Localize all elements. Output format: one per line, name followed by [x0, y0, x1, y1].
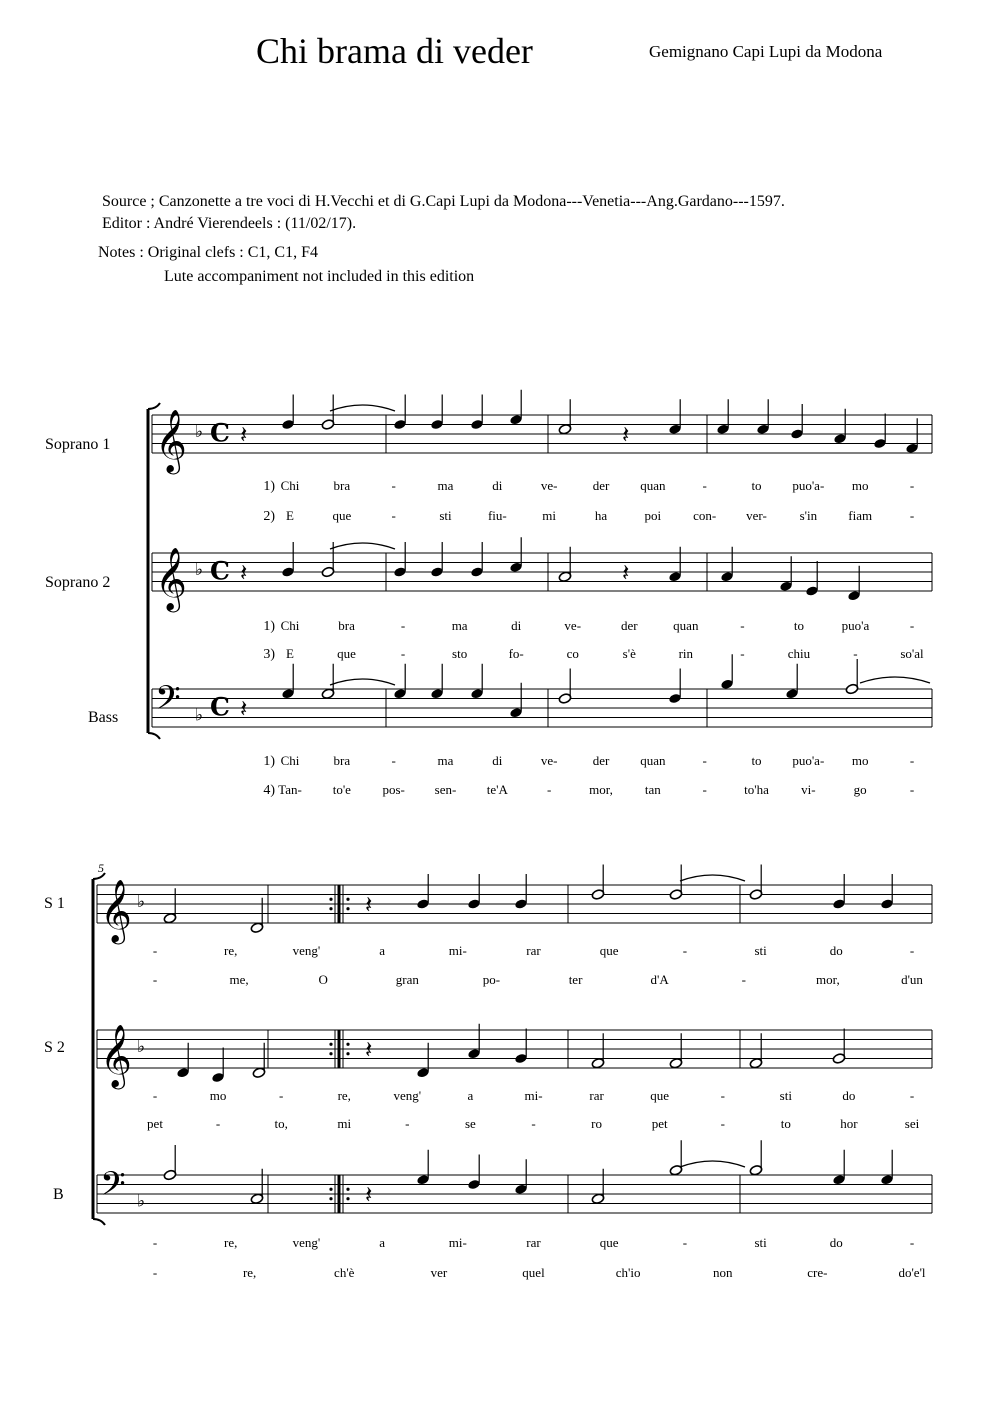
- lyric-syllable: mi: [337, 1116, 352, 1131]
- lyric-syllable: mi-: [448, 943, 467, 958]
- lyric-syllable: ha: [594, 508, 608, 523]
- verse-number: 1): [263, 619, 275, 634]
- lyric-syllable: veng': [292, 1235, 321, 1250]
- lyric-syllable: pet: [147, 1116, 163, 1131]
- common-time-icon: C: [210, 692, 230, 722]
- lyric-syllable: ro: [591, 1116, 603, 1131]
- lyric-syllable: quel: [522, 1265, 545, 1280]
- repeat-dot: [329, 1052, 332, 1055]
- treble-clef-icon: 𝄞: [100, 1024, 132, 1087]
- lyric-syllable: to: [780, 1116, 791, 1131]
- lyric-syllable: mi-: [524, 1088, 543, 1103]
- lyric-syllable: quan: [640, 478, 666, 493]
- lyric-syllable: que: [599, 1235, 619, 1250]
- lyric-syllable: -: [391, 478, 396, 493]
- staff-label-s2: S 2: [44, 1039, 65, 1056]
- lyric-syllable: rar: [526, 1235, 541, 1250]
- lyric-syllable: s'è: [622, 646, 636, 661]
- lyric-syllable: bra: [333, 753, 351, 768]
- flat-key-signature-icon: ♭: [137, 1037, 146, 1057]
- lyric-syllable: -: [909, 1088, 915, 1103]
- quarter-rest-icon: 𝄽: [622, 558, 630, 587]
- lyric-syllable: -: [278, 1088, 284, 1103]
- lyric-syllable: ter: [568, 972, 583, 987]
- repeat-dot: [346, 1188, 349, 1191]
- lyric-syllable: di: [511, 618, 522, 633]
- lyric-syllable: a: [379, 943, 385, 958]
- repeat-dot: [346, 1052, 349, 1055]
- lyric-syllable: to'ha: [744, 782, 769, 797]
- lyric-syllable: mi-: [448, 1235, 467, 1250]
- notes-line: Notes : Original clefs : C1, C1, F4: [98, 244, 318, 261]
- lyric-syllable: gran: [395, 972, 419, 987]
- lyric-syllable: -: [909, 943, 915, 958]
- repeat-dot: [346, 898, 349, 901]
- quarter-rest-icon: 𝄽: [240, 558, 248, 587]
- verse-number: 4): [263, 783, 275, 798]
- lyric-syllable: d'un: [901, 972, 923, 987]
- lyric-syllable: d'A: [650, 972, 669, 987]
- lyric-syllable: -: [152, 972, 158, 987]
- lyric-syllable: -: [405, 1116, 410, 1131]
- lyric-syllable: con-: [693, 508, 717, 523]
- lyric-syllable: -: [546, 782, 552, 797]
- lyric-syllable: -: [702, 753, 707, 768]
- lyric-syllable: -: [152, 1265, 158, 1280]
- lyric-syllable: E: [286, 646, 294, 661]
- lyric-syllable: -: [215, 1116, 221, 1131]
- lyric-syllable: ch'io: [615, 1265, 641, 1280]
- lyric-syllable: -: [720, 1088, 725, 1103]
- tie: [680, 1161, 745, 1167]
- lyric-syllable: O: [318, 972, 328, 987]
- quarter-rest-icon: 𝄽: [622, 420, 630, 449]
- lyric-syllable: pos-: [382, 782, 405, 797]
- lyric-syllable: mi: [542, 508, 557, 523]
- lyric-syllable: -: [152, 1235, 158, 1250]
- composer-name: Gemignano Capi Lupi da Modona: [649, 42, 883, 61]
- lyric-syllable: -: [400, 618, 406, 633]
- lyric-syllable: Chi: [280, 753, 300, 768]
- flat-key-signature-icon: ♭: [195, 705, 204, 726]
- lyric-syllable: -: [909, 1235, 915, 1250]
- lyric-syllable: -: [152, 1088, 158, 1103]
- verse-number: 3): [263, 647, 275, 662]
- lyric-syllable: -: [909, 753, 915, 768]
- quarter-rest-icon: 𝄽: [365, 1035, 373, 1064]
- lyric-syllable: se: [464, 1116, 476, 1131]
- lyric-syllable: -: [531, 1116, 536, 1131]
- lyric-syllable: que: [337, 646, 356, 661]
- lyric-syllable: fiu-: [487, 508, 507, 523]
- lyric-syllable: Chi: [280, 478, 300, 493]
- notes-line-2: Lute accompaniment not included in this edition: [164, 268, 475, 285]
- lyric-syllable: go: [853, 782, 867, 797]
- repeat-dot: [329, 1188, 332, 1191]
- lyric-syllable: puo'a: [841, 618, 870, 633]
- lyric-syllable: ver: [430, 1265, 448, 1280]
- page-title: Chi brama di veder: [256, 31, 533, 71]
- lyric-syllable: -: [400, 646, 406, 661]
- lyric-syllable: ma: [437, 753, 454, 768]
- lyric-syllable: quan: [640, 753, 666, 768]
- lyric-syllable: der: [592, 478, 610, 493]
- lyric-syllable: veng': [292, 943, 321, 958]
- lyric-syllable: vi-: [801, 782, 816, 797]
- lyric-syllable: rar: [589, 1088, 604, 1103]
- staff-label-soprano-1: Soprano 1: [45, 436, 111, 453]
- lyric-syllable: re,: [224, 943, 238, 958]
- staff-label-soprano-2: Soprano 2: [45, 574, 111, 591]
- lyric-syllable: -: [702, 782, 707, 797]
- lyric-syllable: der: [620, 618, 638, 633]
- repeat-dot: [346, 1043, 349, 1046]
- lyric-syllable: sti: [779, 1088, 792, 1103]
- lyric-syllable: to'e: [332, 782, 351, 797]
- lyric-syllable: -: [702, 478, 707, 493]
- repeat-dot: [329, 1197, 332, 1200]
- lyric-syllable: rar: [526, 943, 541, 958]
- lyric-syllable: sto: [452, 646, 468, 661]
- lyric-syllable: -: [391, 508, 396, 523]
- bass-clef-icon: 𝄢: [155, 679, 181, 726]
- lyric-syllable: sei: [904, 1116, 920, 1131]
- lyric-syllable: do: [829, 1235, 843, 1250]
- lyric-syllable: sen-: [434, 782, 457, 797]
- lyric-syllable: -: [909, 618, 915, 633]
- lyric-syllable: quan: [673, 618, 699, 633]
- lyric-syllable: ma: [451, 618, 468, 633]
- lyric-syllable: mo: [851, 478, 869, 493]
- tie: [680, 875, 745, 881]
- quarter-rest-icon: 𝄽: [365, 890, 373, 919]
- lyric-syllable: di: [492, 753, 503, 768]
- lyric-syllable: to: [793, 618, 804, 633]
- lyric-syllable: Chi: [280, 618, 300, 633]
- lyric-syllable: pet: [651, 1116, 668, 1131]
- lyric-syllable: -: [720, 1116, 725, 1131]
- verse-number: 2): [263, 509, 275, 524]
- editor-line: Editor : André Vierendeels : (11/02/17).: [102, 215, 357, 232]
- repeat-dot: [329, 898, 332, 901]
- lyric-syllable: ve-: [540, 478, 558, 493]
- lyric-syllable: que: [599, 943, 619, 958]
- lyric-syllable: -: [682, 1235, 688, 1250]
- lyric-syllable: der: [592, 753, 610, 768]
- lyric-syllable: cre-: [807, 1265, 828, 1280]
- lyric-syllable: mor,: [589, 782, 613, 797]
- lyric-syllable: tan: [644, 782, 661, 797]
- tie: [330, 679, 395, 685]
- lyric-syllable: bra: [333, 478, 351, 493]
- lyric-syllable: -: [740, 618, 745, 633]
- quarter-rest-icon: 𝄽: [240, 694, 248, 723]
- lyric-syllable: veng': [393, 1088, 422, 1103]
- lyric-syllable: ma: [437, 478, 454, 493]
- system-bracket: [148, 733, 160, 739]
- flat-key-signature-icon: ♭: [195, 560, 204, 580]
- lyric-syllable: do: [842, 1088, 856, 1103]
- treble-clef-icon: 𝄞: [155, 409, 187, 472]
- bass-clef-icon: 𝄢: [100, 1165, 126, 1212]
- lyric-syllable: do'e'l: [898, 1265, 926, 1280]
- staff-label-bass: Bass: [88, 709, 119, 726]
- tie: [330, 405, 395, 411]
- staff-label-b: B: [53, 1186, 64, 1203]
- lyric-syllable: chiu: [787, 646, 811, 661]
- lyric-syllable: mo: [851, 753, 869, 768]
- flat-key-signature-icon: ♭: [137, 1191, 146, 1212]
- lyric-syllable: sti: [439, 508, 452, 523]
- lyric-syllable: so'al: [900, 646, 924, 661]
- measure-number: 5: [98, 861, 104, 875]
- lyric-syllable: mo: [209, 1088, 227, 1103]
- lyric-syllable: fiam: [848, 508, 873, 523]
- lyric-syllable: do: [829, 943, 843, 958]
- repeat-dot: [346, 907, 349, 910]
- tie: [330, 543, 395, 549]
- quarter-rest-icon: 𝄽: [365, 1180, 373, 1209]
- source-line: Source ; Canzonette a tre voci di H.Vecchi et di G.Capi Lupi da Modona---Venetia---Ang.Gardano---1597.: [102, 193, 785, 210]
- lyric-syllable: co: [566, 646, 579, 661]
- lyric-syllable: te'A: [486, 782, 508, 797]
- lyric-syllable: -: [391, 753, 396, 768]
- common-time-icon: C: [210, 556, 230, 586]
- verse-number: 1): [263, 754, 275, 769]
- flat-key-signature-icon: ♭: [137, 892, 146, 912]
- quarter-rest-icon: 𝄽: [240, 420, 248, 449]
- lyric-syllable: bra: [338, 618, 355, 633]
- flat-key-signature-icon: ♭: [195, 422, 204, 442]
- lyric-syllable: sti: [754, 943, 767, 958]
- lyric-syllable: re,: [224, 1235, 238, 1250]
- system-bracket: [93, 1219, 105, 1225]
- lyric-syllable: ver-: [746, 508, 767, 523]
- lyric-syllable: rin: [678, 646, 694, 661]
- lyric-syllable: me,: [229, 972, 249, 987]
- lyric-syllable: a: [467, 1088, 474, 1103]
- lyric-syllable: s'in: [799, 508, 818, 523]
- repeat-dot: [329, 907, 332, 910]
- lyric-syllable: to: [751, 478, 762, 493]
- lyric-syllable: mor,: [816, 972, 840, 987]
- lyric-syllable: re,: [242, 1265, 257, 1280]
- lyric-syllable: -: [909, 478, 915, 493]
- lyric-syllable: to,: [274, 1116, 288, 1131]
- staff-label-s1: S 1: [44, 895, 65, 912]
- lyric-syllable: -: [152, 943, 158, 958]
- lyric-syllable: sti: [754, 1235, 767, 1250]
- lyric-syllable: a: [379, 1235, 385, 1250]
- lyric-syllable: po-: [482, 972, 501, 987]
- lyric-syllable: que: [332, 508, 352, 523]
- lyric-syllable: hor: [840, 1116, 858, 1131]
- repeat-dot: [346, 1197, 349, 1200]
- treble-clef-icon: 𝄞: [100, 879, 132, 942]
- lyric-syllable: puo'a-: [792, 478, 825, 493]
- lyric-syllable: ve-: [564, 618, 582, 633]
- lyric-syllable: to: [751, 753, 762, 768]
- lyric-syllable: -: [853, 646, 858, 661]
- lyric-syllable: que: [650, 1088, 670, 1103]
- tie: [860, 677, 930, 683]
- lyric-syllable: re,: [337, 1088, 351, 1103]
- repeat-dot: [329, 1043, 332, 1046]
- lyric-syllable: E: [286, 508, 294, 523]
- lyric-syllable: -: [909, 508, 915, 523]
- lyric-syllable: -: [682, 943, 688, 958]
- lyric-syllable: ve-: [540, 753, 558, 768]
- lyric-syllable: -: [740, 646, 745, 661]
- verse-number: 1): [263, 479, 275, 494]
- lyric-syllable: ch'è: [334, 1265, 355, 1280]
- lyric-syllable: non: [713, 1265, 733, 1280]
- lyric-syllable: Tan-: [278, 782, 302, 797]
- lyric-syllable: di: [492, 478, 503, 493]
- lyric-syllable: fo-: [508, 646, 524, 661]
- lyric-syllable: puo'a-: [792, 753, 825, 768]
- lyric-syllable: poi: [644, 508, 662, 523]
- common-time-icon: C: [210, 418, 230, 448]
- lyric-syllable: -: [909, 782, 915, 797]
- treble-clef-icon: 𝄞: [155, 547, 187, 610]
- lyric-syllable: -: [741, 972, 746, 987]
